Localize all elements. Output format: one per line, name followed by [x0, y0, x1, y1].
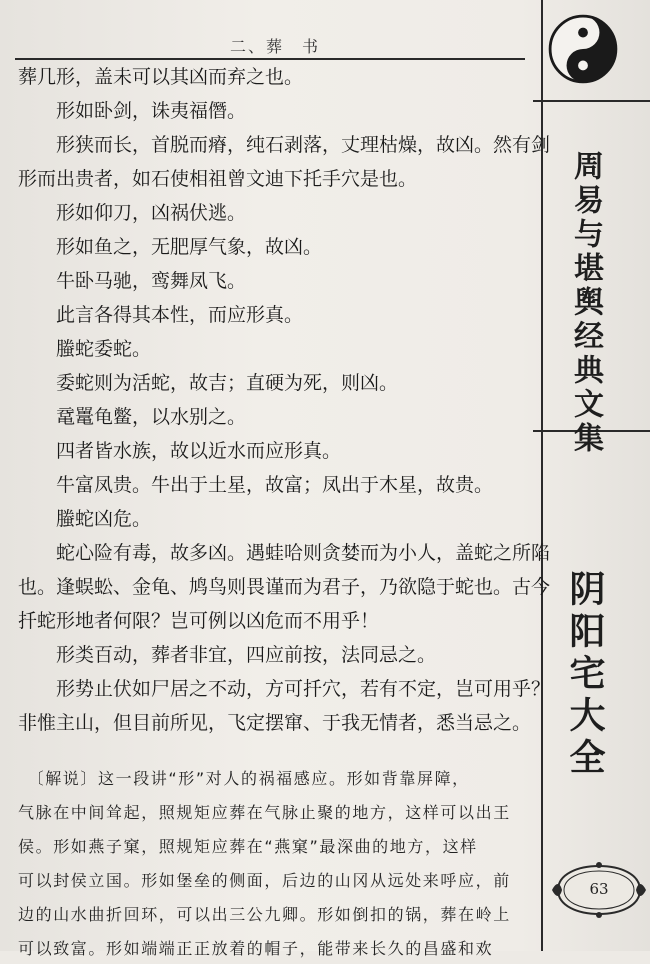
text-line: 此言各得其本性，而应形真。 [18, 304, 304, 326]
header-rule [15, 58, 525, 60]
text-line: 蛇心险有毒，故多凶。遇蛙哈则贪婪而为小人，盖蛇之所陷 [18, 542, 551, 564]
sidebar-rule-top [533, 100, 650, 102]
explanation-line: 气脉在中间耸起，照规矩应葬在气脉止聚的地方，这样可以出王 [18, 803, 511, 822]
text-line: 非惟主山，但目前所见，飞定摆窜、于我无情者，悉当忌之。 [18, 712, 532, 734]
text-line: 牛富凤贵。牛出于土星，故富；凤出于木星，故贵。 [18, 474, 494, 496]
explanation-line: 可以封侯立国。形如堡垒的侧面，后边的山冈从远处来呼应，前 [18, 871, 511, 890]
book-title: 阴阳宅大全 [564, 570, 606, 780]
text-line: 形如仰刀，凶祸伏逃。 [18, 202, 247, 224]
running-header: 二、葬 书 [229, 37, 320, 56]
yin-yang-icon [548, 14, 618, 84]
text-line: 螣蛇委蛇。 [18, 338, 152, 360]
explanation-line: 〔解说〕这一段讲“形”对人的祸福感应。形如背靠屏障， [18, 769, 470, 788]
explanation-line: 可以致富。形如端端正正放着的帽子，能带来长久的昌盛和欢 [18, 939, 494, 958]
text-line: 扦蛇形地者何限？岂可例以凶危而不用乎！ [18, 610, 380, 632]
text-line: 形类百动，葬者非宜，四应前按，法同忌之。 [18, 644, 437, 666]
text-line: 牛卧马驰，鸾舞凤飞。 [18, 270, 247, 292]
explanation-line: 侯。形如燕子窠，照规矩应葬在“燕窠”最深曲的地方，这样 [18, 837, 478, 856]
text-line: 形如鱼之，无肥厚气象，故凶。 [18, 236, 323, 258]
text-line: 委蛇则为活蛇，故吉；直硬为死，则凶。 [18, 372, 399, 394]
text-line: 形势止伏如尸居之不动，方可扦穴，若有不定，岂可用乎？ [18, 678, 551, 700]
text-line: 形而出贵者，如石使相祖曾文迪下托手穴是也。 [18, 168, 418, 190]
series-title: 周易与堪舆经典文集 [568, 150, 603, 456]
text-line: 四者皆水族，故以近水而应形真。 [18, 440, 342, 462]
text-line: 形狭而长，首脱而瘠，纯石剥落，丈理枯燥，故凶。然有剑 [18, 134, 551, 156]
text-line: 葬几形，盖未可以其凶而弃之也。 [18, 66, 304, 88]
explanation-line: 边的山水曲折回环，可以出三公九卿。形如倒扣的锅，葬在岭上 [18, 905, 511, 924]
text-line: 鼋鼍龟鳖，以水别之。 [18, 406, 247, 428]
text-line: 形如卧剑，诛夷福僭。 [18, 100, 247, 122]
text-line: 也。逢蜈蚣、金龟、鸠鸟则畏谨而为君子，乃欲隐于蛇也。古今 [18, 576, 551, 598]
text-line: 螣蛇凶危。 [18, 508, 152, 530]
page-number: 63 [589, 880, 609, 898]
